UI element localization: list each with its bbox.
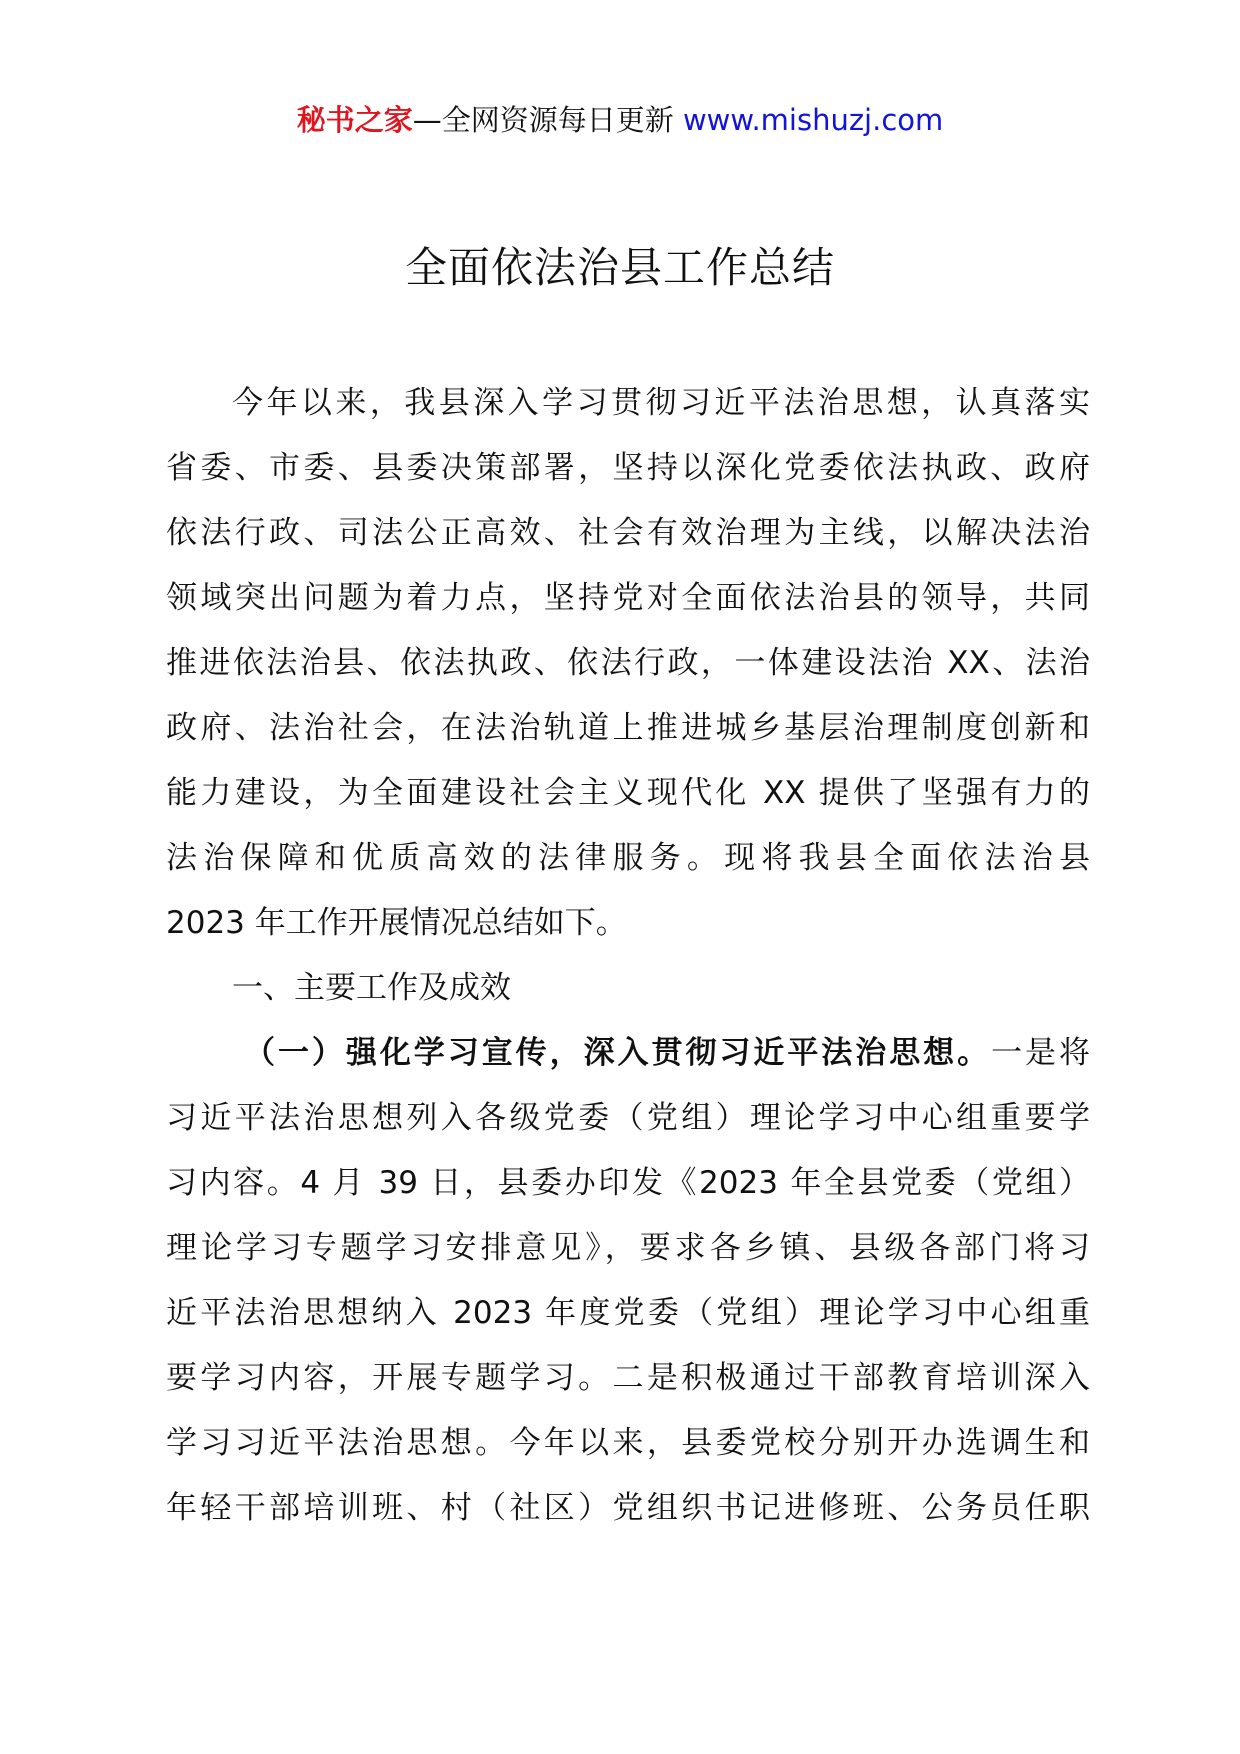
paragraph-line: 年轻干部培训班、村（社区）党组织书记进修班、公务员任职 bbox=[166, 1490, 1090, 1526]
paragraph-line: 能力建设，为全面建设社会主义现代化 XX 提供了坚强有力的 bbox=[166, 775, 1090, 811]
subsection-first-line bbox=[166, 1021, 1090, 1086]
paragraph-line: 今年以来，我县深入学习贯彻习近平法治思想，认真落实 bbox=[232, 385, 1090, 421]
header-tagline: —全网资源每日更新 bbox=[412, 103, 683, 137]
paragraph-line: 要学习内容，开展专题学习。二是积极通过干部教育培训深入 bbox=[166, 1360, 1090, 1396]
brand-name: 秘书之家 bbox=[296, 103, 413, 137]
site-header bbox=[0, 100, 1240, 140]
paragraph-line: 推进依法治县、依法执政、依法行政，一体建设法治 XX、法治 bbox=[166, 645, 1090, 681]
document-title: 全面依法治县工作总结 bbox=[404, 243, 835, 292]
paragraph-line: 领域突出问题为着力点，坚持党对全面依法治县的领导，共同 bbox=[166, 580, 1090, 616]
paragraph-line: 近平法治思想纳入 2023 年度党委（党组）理论学习中心组重 bbox=[166, 1295, 1090, 1331]
paragraph-line: 政府、法治社会，在法治轨道上推进城乡基层治理制度创新和 bbox=[166, 710, 1090, 746]
subsection-heading: （一）强化学习宣传，深入贯彻习近平法治思想。 bbox=[244, 1035, 992, 1071]
document-body bbox=[166, 371, 1090, 1541]
paragraph-line: 2023 年工作开展情况总结如下。 bbox=[166, 905, 627, 941]
paragraph-line: 学习习近平法治思想。今年以来，县委党校分别开办选调生和 bbox=[166, 1425, 1090, 1461]
site-url-link[interactable]: www.mishuzj.com bbox=[682, 103, 944, 137]
paragraph-line: 依法行政、司法公正高效、社会有效治理为主线，以解决法治 bbox=[166, 515, 1090, 551]
paragraph-line: 习内容。4 月 39 日，县委办印发《2023 年全县党委（党组） bbox=[166, 1165, 1090, 1201]
paragraph-line: 省委、市委、县委决策部署，坚持以深化党委依法执政、政府 bbox=[166, 450, 1090, 486]
paragraph-line: 理论学习专题学习安排意见》，要求各乡镇、县级各部门将习 bbox=[166, 1230, 1090, 1266]
paragraph-line: 法治保障和优质高效的法律服务。现将我县全面依法治县 bbox=[166, 840, 1090, 876]
section-heading: 一、主要工作及成效 bbox=[232, 970, 511, 1006]
paragraph-line: 习近平法治思想列入各级党委（党组）理论学习中心组重要学 bbox=[166, 1100, 1090, 1136]
subsection-first-line-rest: 一是将 bbox=[991, 1035, 1091, 1071]
